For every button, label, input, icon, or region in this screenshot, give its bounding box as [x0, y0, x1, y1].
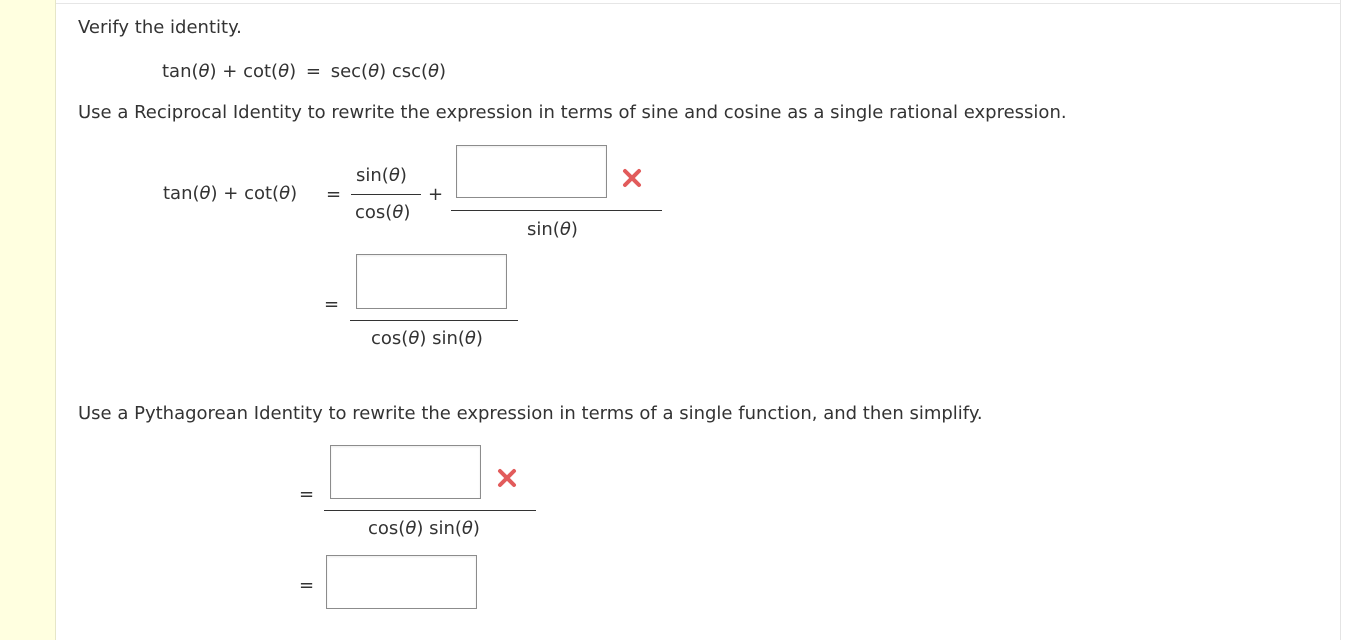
- step2-instruction: Use a Pythagorean Identity to rewrite the expression in terms of a single function, and then simplify.: [78, 403, 983, 424]
- final-equals: =: [299, 575, 315, 596]
- instruction-text: Verify the identity.: [78, 17, 242, 38]
- fraction-bar-1: [351, 194, 421, 195]
- fraction-bar-4: [324, 510, 536, 511]
- step2-equals: =: [299, 484, 315, 505]
- final-answer-input[interactable]: [326, 555, 477, 609]
- step1-lhs: tan(θ) + cot(θ): [163, 183, 298, 204]
- second-fraction-denominator: sin(θ): [527, 219, 578, 240]
- top-divider: [56, 3, 1340, 4]
- step1-equals: =: [326, 184, 342, 205]
- question-sidebar: [0, 0, 56, 640]
- identity-statement: tan(θ) + cot(θ) = sec(θ) csc(θ): [162, 61, 447, 82]
- pythagorean-numerator-input[interactable]: [330, 445, 481, 499]
- step1-instruction: Use a Reciprocal Identity to rewrite the expression in terms of sine and cosine as a single rational expression.: [78, 102, 1067, 123]
- sin-over-cos-denominator: cos(θ): [355, 202, 411, 223]
- incorrect-x-icon: [496, 467, 518, 489]
- right-border: [1340, 0, 1341, 640]
- combined-equals: =: [324, 294, 340, 315]
- plus-sign: +: [428, 184, 444, 205]
- sin-over-cos-numerator: sin(θ): [356, 165, 407, 186]
- fraction-bar-2: [451, 210, 662, 211]
- combined-numerator-input[interactable]: [356, 254, 507, 309]
- second-fraction-numerator-input[interactable]: [456, 145, 607, 198]
- combined-denominator: cos(θ) sin(θ): [371, 328, 483, 349]
- fraction-bar-3: [350, 320, 518, 321]
- incorrect-x-icon: [621, 167, 643, 189]
- step2-denominator: cos(θ) sin(θ): [368, 518, 480, 539]
